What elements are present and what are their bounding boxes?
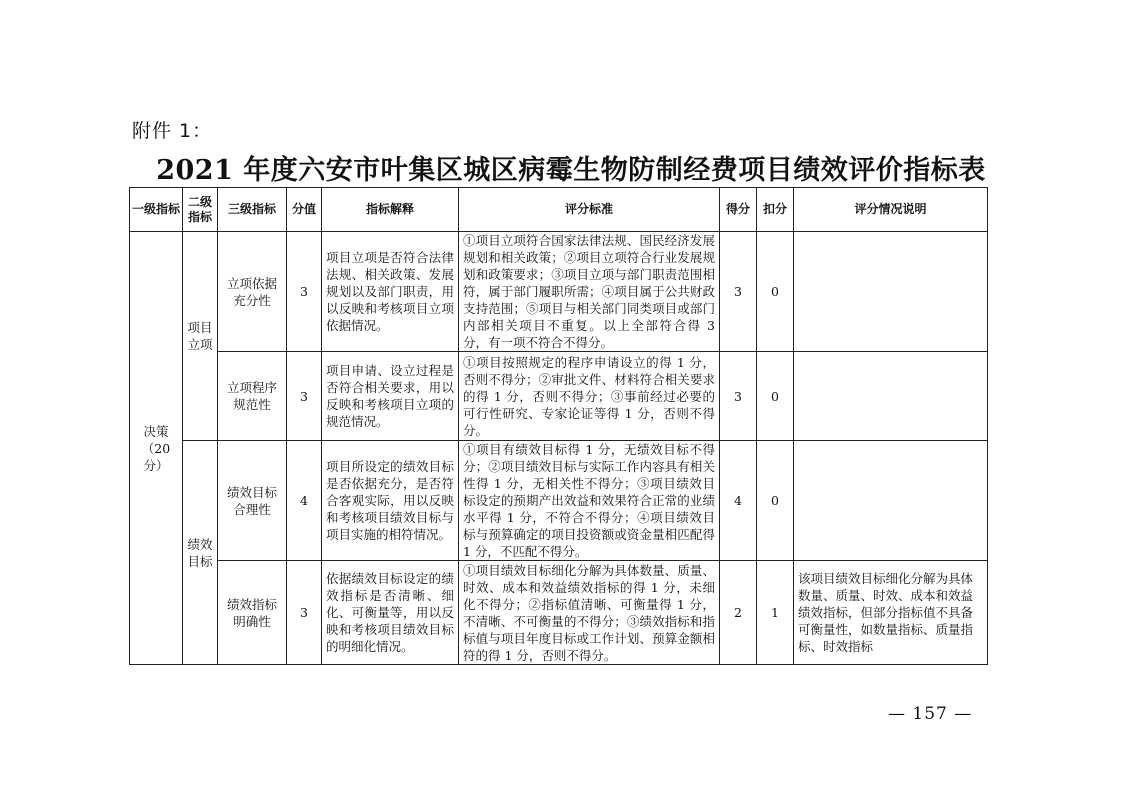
- page-number: — 157 —: [888, 704, 973, 724]
- notes-cell: [794, 352, 988, 441]
- score-cell: 4: [720, 441, 757, 561]
- header-deduction: 扣分: [757, 188, 794, 232]
- value-cell: 4: [287, 441, 322, 561]
- deduction-cell: 0: [757, 441, 794, 561]
- level1-cell: 决策（20 分）: [130, 232, 183, 665]
- table-row: [130, 441, 988, 561]
- evaluation-table: [129, 187, 988, 665]
- table-row: [130, 561, 988, 665]
- criteria-cell: ①项目按照规定的程序申请设立的得 1 分，否则不得分；②审批文件、材料符合相关要求的得 1 分，否则不得分；③事前经过必要的可行性研究、专家论证等得 1 分，否则不得分。: [459, 352, 720, 441]
- explanation-cell: 项目申请、设立过程是否符合相关要求，用以反映和考核项目立项的规范情况。: [322, 352, 459, 441]
- criteria-cell: ①项目绩效目标细化分解为具体数量、质量、时效、成本和效益绩效指标的得 1 分，未细化不得分；②指标值清晰、可衡量得 1 分，不清晰、不可衡量的不得分；③绩效指标和指标值与项目年度目标或工作计划、预算金额相符的得 1 分，否则不得分。: [459, 561, 720, 665]
- header-level3: 三级指标: [218, 188, 287, 232]
- level3-cell: 绩效目标合理性: [218, 441, 287, 561]
- level2-cell: 绩效目标: [183, 441, 218, 665]
- level2-cell: 项目立项: [183, 232, 218, 441]
- score-cell: 2: [720, 561, 757, 665]
- score-cell: 3: [720, 352, 757, 441]
- header-score-value: 分值: [287, 188, 322, 232]
- explanation-cell: 依据绩效目标设定的绩效指标是否清晰、细化、可衡量等，用以反映和考核项目绩效目标的明细化情况。: [322, 561, 459, 665]
- value-cell: 3: [287, 561, 322, 665]
- notes-cell: [794, 232, 988, 352]
- level3-cell: 立项依据充分性: [218, 232, 287, 352]
- notes-cell: 该项目绩效目标细化分解为具体数量、质量、时效、成本和效益绩效指标，但部分指标值不具备可衡量性，如数量指标、质量指标、时效指标: [794, 561, 988, 665]
- level3-cell: 绩效指标明确性: [218, 561, 287, 665]
- value-cell: 3: [287, 232, 322, 352]
- table-row: [130, 352, 988, 441]
- criteria-cell: ①项目立项符合国家法律法规、国民经济发展规划和相关政策；②项目立项符合行业发展规划和政策要求；③项目立项与部门职责范围相符，属于部门履职所需；④项目属于公共财政支持范围；⑤项目与相关部门同类项目或部门内部相关项目不重复。以上全部符合得 3 分，有一项不符合不得分。: [459, 232, 720, 352]
- header-level2: 二级指标: [183, 188, 218, 232]
- notes-cell: [794, 441, 988, 561]
- value-cell: 3: [287, 352, 322, 441]
- deduction-cell: 0: [757, 232, 794, 352]
- header-notes: 评分情况说明: [794, 188, 988, 232]
- table-row: [130, 232, 988, 352]
- explanation-cell: 项目立项是否符合法律法规、相关政策、发展规划以及部门职责，用以反映和考核项目立项依据情况。: [322, 232, 459, 352]
- document-title: 2021 年度六安市叶集区城区病霉生物防制经费项目绩效评价指标表: [156, 155, 986, 186]
- criteria-cell: ①项目有绩效目标得 1 分，无绩效目标不得分；②项目绩效目标与实际工作内容具有相关性得 1 分，无相关性不得分；③项目绩效目标设定的预期产出效益和效果符合正常的业绩水平得 1 分，不符合不得分；④项目绩效目标与预算确定的项目投资额或资金量相匹配得 1 分，不匹配不得分。: [459, 441, 720, 561]
- deduction-cell: 0: [757, 352, 794, 441]
- score-cell: 3: [720, 232, 757, 352]
- level3-cell: 立项程序规范性: [218, 352, 287, 441]
- header-level1: 一级指标: [130, 188, 183, 232]
- attachment-label: 附件 1：: [132, 120, 213, 142]
- header-row: [130, 188, 988, 232]
- header-score: 得分: [720, 188, 757, 232]
- explanation-cell: 项目所设定的绩效目标是否依据充分，是否符合客观实际，用以反映和考核项目绩效目标与项目实施的相符情况。: [322, 441, 459, 561]
- header-criteria: 评分标准: [459, 188, 720, 232]
- header-explanation: 指标解释: [322, 188, 459, 232]
- deduction-cell: 1: [757, 561, 794, 665]
